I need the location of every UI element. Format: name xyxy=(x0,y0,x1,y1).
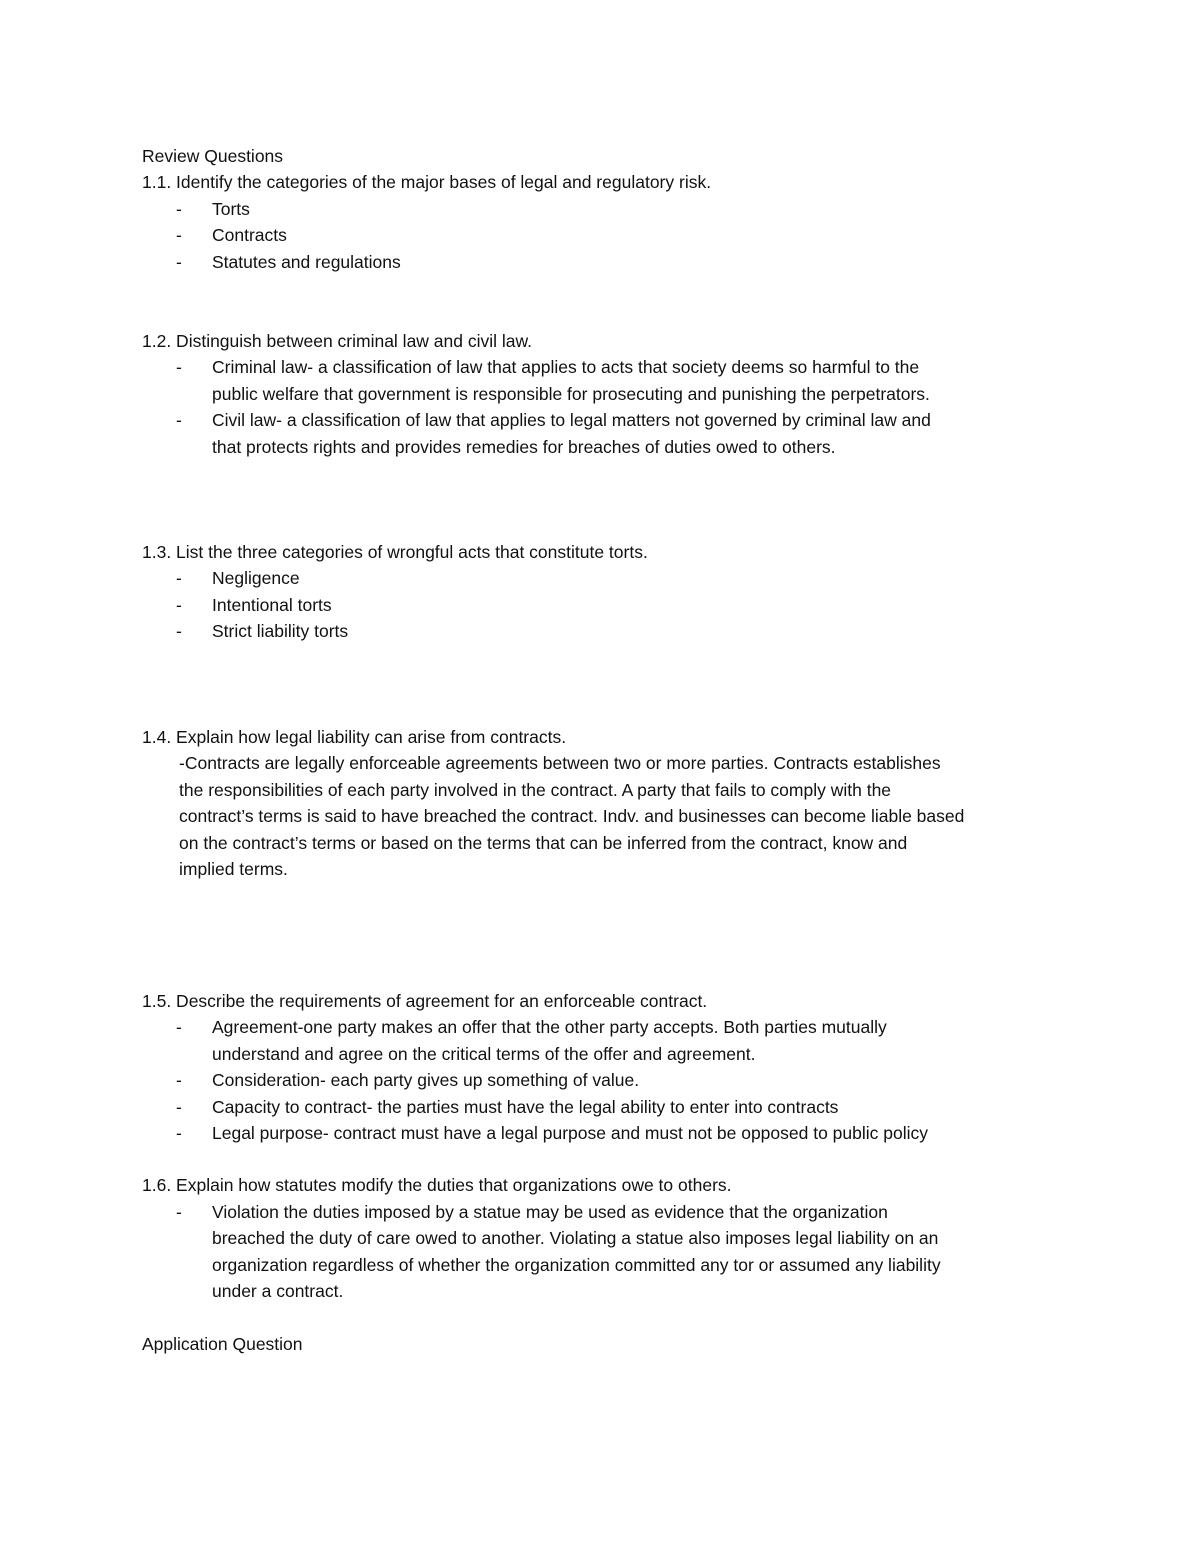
answer-1-3-intentional: Intentional torts xyxy=(212,595,332,615)
answer-1-5-agreement-line-2: understand and agree on the critical terms of the offer and agreement. xyxy=(212,1044,756,1064)
question-1-3: 1.3. List the three categories of wrongful acts that constitute torts. xyxy=(142,542,648,562)
bullet-marker: - xyxy=(176,410,182,430)
answer-1-4-line-5: implied terms. xyxy=(179,859,288,879)
section-title-application: Application Question xyxy=(142,1334,303,1354)
bullet-marker: - xyxy=(176,199,182,219)
section-title-review: Review Questions xyxy=(142,146,284,166)
answer-1-2-criminal-line-2: public welfare that government is responsible for prosecuting and punishing the perpetrators. xyxy=(212,384,930,404)
question-1-6: 1.6. Explain how statutes modify the duties that organizations owe to others. xyxy=(142,1175,732,1195)
answer-1-6-line-1: Violation the duties imposed by a statue may be used as evidence that the organization xyxy=(212,1202,888,1222)
bullet-marker: - xyxy=(176,1070,182,1090)
bullet-marker: - xyxy=(176,1017,182,1037)
answer-1-4-line-3: contract’s terms is said to have breached the contract. Indv. and businesses can become liable based xyxy=(179,806,965,826)
answer-1-1-contracts: Contracts xyxy=(212,225,287,245)
answer-1-5-consideration: Consideration- each party gives up something of value. xyxy=(212,1070,640,1090)
answer-1-1-statutes: Statutes and regulations xyxy=(212,252,401,272)
answer-1-6-line-4: under a contract. xyxy=(212,1281,344,1301)
bullet-marker: - xyxy=(176,357,182,377)
answer-1-4-line-1: -Contracts are legally enforceable agreements between two or more parties. Contracts establishes xyxy=(179,753,941,773)
bullet-marker: - xyxy=(176,225,182,245)
answer-1-6-line-3: organization regardless of whether the organization committed any tor or assumed any liability xyxy=(212,1255,941,1275)
answer-1-3-strict: Strict liability torts xyxy=(212,621,349,641)
answer-1-2-criminal-line-1: Criminal law- a classification of law that applies to acts that society deems so harmful to the xyxy=(212,357,920,377)
bullet-marker: - xyxy=(176,621,182,641)
answer-1-3-negligence: Negligence xyxy=(212,568,300,588)
answer-1-1-torts: Torts xyxy=(212,199,250,219)
question-1-4: 1.4. Explain how legal liability can arise from contracts. xyxy=(142,727,567,747)
bullet-marker: - xyxy=(176,568,182,588)
answer-1-4-line-2: the responsibilities of each party involved in the contract. A party that fails to comply with the xyxy=(179,780,892,800)
answer-1-2-civil-line-2: that protects rights and provides remedies for breaches of duties owed to others. xyxy=(212,437,836,457)
bullet-marker: - xyxy=(176,595,182,615)
answer-1-5-legal-purpose: Legal purpose- contract must have a legal purpose and must not be opposed to public policy xyxy=(212,1123,929,1143)
answer-1-5-agreement-line-1: Agreement-one party makes an offer that the other party accepts. Both parties mutually xyxy=(212,1017,887,1037)
bullet-marker: - xyxy=(176,1202,182,1222)
answer-1-5-capacity: Capacity to contract- the parties must have the legal ability to enter into contracts xyxy=(212,1097,839,1117)
question-1-1: 1.1. Identify the categories of the major bases of legal and regulatory risk. xyxy=(142,172,712,192)
bullet-marker: - xyxy=(176,252,182,272)
answer-1-6-line-2: breached the duty of care owed to another. Violating a statue also imposes legal liability on an xyxy=(212,1228,939,1248)
question-1-2: 1.2. Distinguish between criminal law and civil law. xyxy=(142,331,533,351)
bullet-marker: - xyxy=(176,1123,182,1143)
answer-1-2-civil-line-1: Civil law- a classification of law that applies to legal matters not governed by criminal law and xyxy=(212,410,931,430)
bullet-marker: - xyxy=(176,1097,182,1117)
answer-1-4-line-4: on the contract’s terms or based on the terms that can be inferred from the contract, know and xyxy=(179,833,908,853)
question-1-5: 1.5. Describe the requirements of agreement for an enforceable contract. xyxy=(142,991,708,1011)
